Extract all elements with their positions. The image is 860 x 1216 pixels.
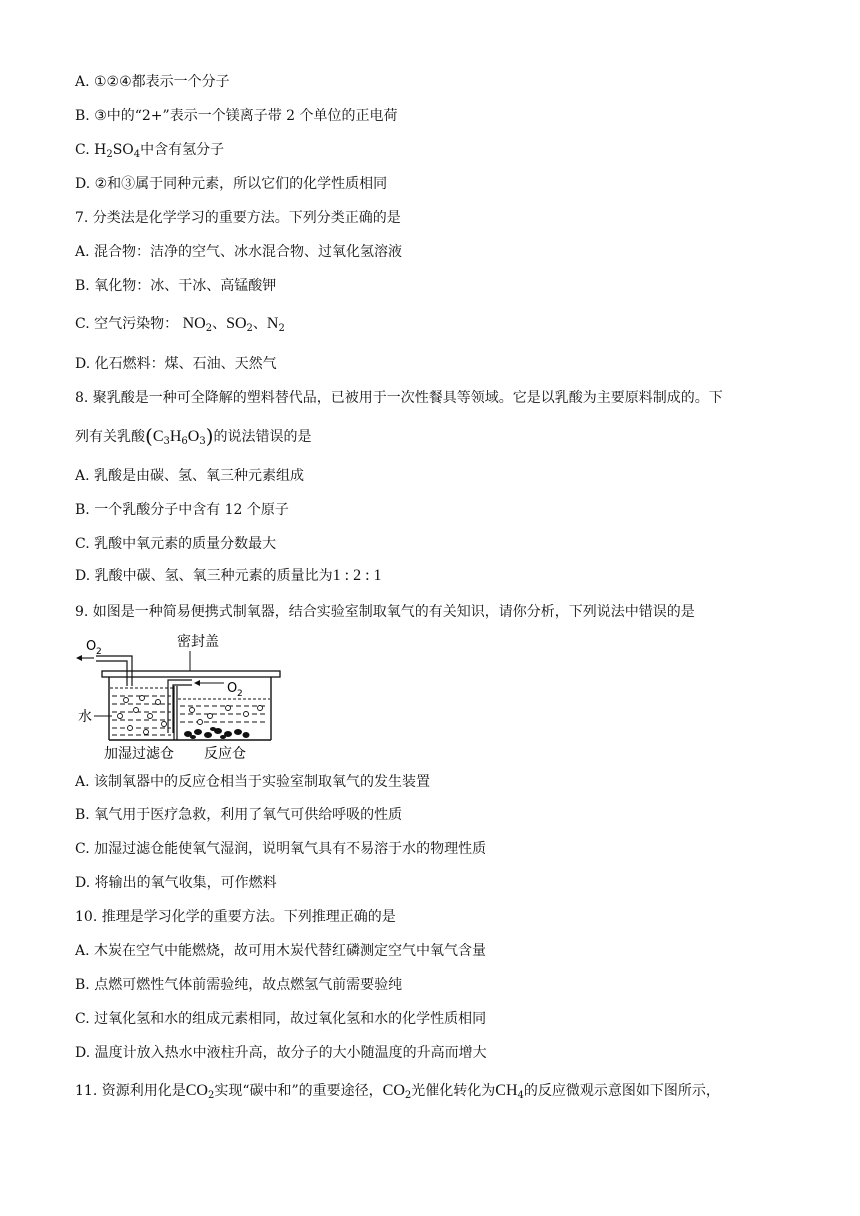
oxygen-bubbles: [118, 696, 263, 735]
q8-stem-suffix: 的说法错误的是: [213, 429, 312, 445]
q6-option-d: D. ②和③属于同种元素，所以它们的化学性质相同: [75, 176, 388, 192]
q11-stem: [75, 1082, 720, 1105]
q7-option-a: A. 混合物：洁净的空气、冰水混合物、过氧化氢溶液: [75, 244, 403, 260]
water-label: 水: [78, 709, 92, 725]
formula-sub: 2: [205, 323, 213, 334]
q8-stem-line1: 8. 聚乳酸是一种可全降解的塑料替代品，已被用于一次性餐具等领域。它是以乳酸为主要原料制成的。下: [75, 390, 723, 406]
o2-output-sub: 2: [96, 647, 102, 657]
q6-option-c-formula: SO: [112, 142, 134, 158]
q7-option-c: [75, 315, 285, 338]
q11-stem-part3: 光催化转化为: [411, 1083, 496, 1099]
mass-ratio: 1 : 2 : 1: [332, 567, 382, 584]
formula-paren-right: ): [205, 424, 214, 448]
reagent-particles: [184, 727, 250, 739]
formula-paren-left: (: [145, 424, 153, 448]
q10-option-d: D. 温度计放入热水中液柱升高，故分子的大小随温度的升高而增大: [75, 1045, 487, 1061]
q6-option-c-sub: 4: [133, 149, 141, 160]
q8-option-b: B. 一个乳酸分子中含有 12 个原子: [75, 502, 289, 518]
formula-sub: 4: [517, 1090, 524, 1101]
humidifier-label: 加湿过滤仓: [104, 746, 174, 762]
q10-stem: 10. 推理是学习化学的重要方法。下列推理正确的是: [75, 909, 396, 925]
q7-stem: 7. 分类法是化学学习的重要方法。下列分类正确的是: [75, 210, 401, 226]
formula-c: C: [152, 428, 164, 445]
q6-option-a: A. ①②④都表示一个分子: [75, 74, 230, 90]
formula-n2: N: [266, 315, 279, 332]
q6-option-c-suffix: 中含有氢分子: [140, 142, 225, 158]
formula-co2: CO: [185, 1082, 208, 1099]
oxygen-generator-diagram: [76, 628, 286, 764]
formula-ch4: CH: [495, 1082, 518, 1099]
q8-option-d-text: D. 乳酸中碳、氢、氧三种元素的质量比为: [75, 568, 333, 584]
formula-sub: 2: [207, 1090, 215, 1101]
separator: 、: [252, 316, 267, 332]
q6-option-c-prefix: C. H: [75, 142, 107, 158]
q8-option-a: A. 乳酸是由碳、氢、氧三种元素组成: [75, 468, 305, 484]
q6-option-c: [75, 141, 224, 164]
o2-output-label: O: [86, 639, 97, 654]
sealed-lid: [102, 671, 280, 677]
output-arrow-head: [76, 655, 82, 661]
formula-h: H: [169, 428, 182, 445]
q10-option-b: B. 点燃可燃性气体前需验纯，故点燃氢气前需要验纯: [75, 977, 403, 993]
q9-stem: 9. 如图是一种简易便携式制氧器，结合实验室制取氧气的有关知识，请你分析，下列说法中错误的是: [75, 604, 695, 620]
q9-option-c: C. 加湿过滤仓能使氧气湿润，说明氧气具有不易溶于水的物理性质: [75, 841, 487, 857]
q10-option-c: C. 过氧化氢和水的组成元素相同，故过氧化氢和水的化学性质相同: [75, 1011, 487, 1027]
formula-sub: 2: [278, 323, 285, 334]
q8-option-c: C. 乳酸中氧元素的质量分数最大: [75, 536, 277, 552]
q11-stem-part1: 11. 资源利用化是: [75, 1083, 186, 1099]
formula-co2: CO: [382, 1082, 405, 1099]
separator: 、: [212, 316, 227, 332]
formula-no2: NO: [182, 315, 206, 332]
formula-sub: 3: [163, 436, 170, 447]
lid-label: 密封盖: [177, 634, 219, 650]
q7-option-d: D. 化石燃料：煤、石油、天然气: [75, 356, 277, 372]
q6-option-c-sub: 2: [106, 149, 113, 160]
formula-sub: 3: [199, 436, 206, 447]
reaction-chamber-label: 反应仓: [204, 746, 246, 762]
formula-o: O: [187, 428, 200, 445]
o2-inner-label: O: [227, 681, 238, 696]
q8-option-d: [75, 567, 382, 585]
q7-option-b: B. 氧化物：冰、干冰、高锰酸钾: [75, 278, 277, 294]
formula-sub: 6: [181, 436, 188, 447]
q6-option-b: B. ③中的“2+”表示一个镁离子带 2 个单位的正电荷: [75, 108, 398, 124]
q10-option-a: A. 木炭在空气中能燃烧，故可用木炭代替红磷测定空气中氧气含量: [75, 943, 487, 959]
formula-so2: SO: [226, 315, 247, 332]
q9-option-b: B. 氧气用于医疗急救，利用了氧气可供给呼吸的性质: [75, 807, 403, 823]
q9-option-a: A. 该制氧器中的反应仓相当于实验室制取氧气的发生装置: [75, 774, 431, 790]
formula-sub: 2: [246, 323, 253, 334]
formula-sub: 2: [404, 1090, 412, 1101]
q11-stem-part2: 实现“碳中和”的重要途径，: [214, 1083, 383, 1099]
inner-arrow-head: [194, 680, 200, 686]
q9-option-d: D. 将输出的氧气收集，可作燃料: [75, 875, 277, 891]
q8-stem-line2: [75, 424, 312, 451]
q11-stem-part4: 的反应微观示意图如下图所示，: [523, 1083, 720, 1099]
q8-stem-prefix: 列有关乳酸: [75, 429, 145, 445]
q7-option-c-prefix: C. 空气污染物：: [75, 316, 179, 332]
o2-inner-sub: 2: [237, 689, 243, 699]
